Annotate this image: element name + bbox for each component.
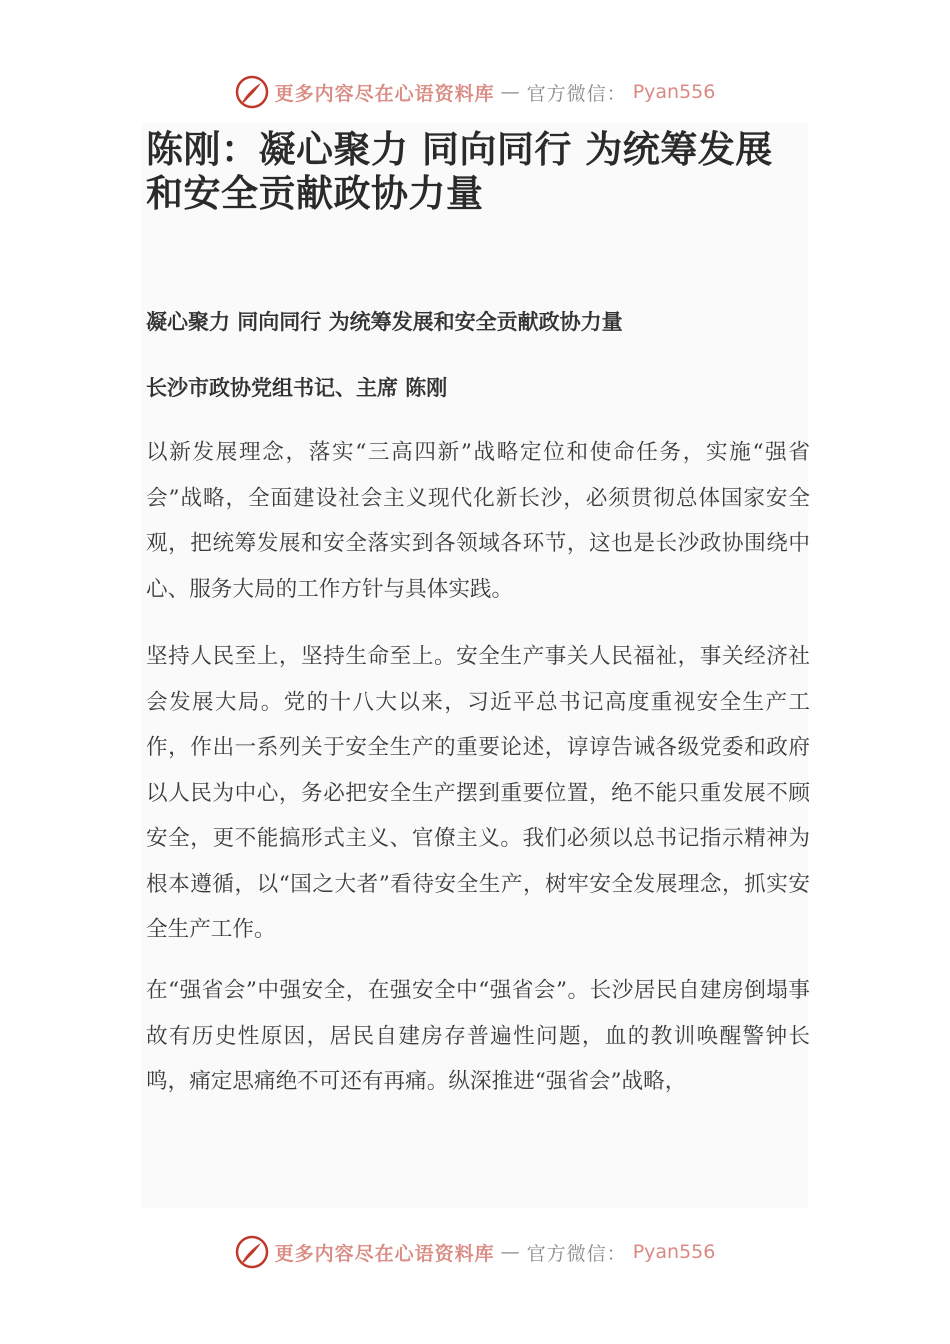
banner-main-text: 更多内容尽在心语资料库 <box>274 1242 495 1265</box>
banner-wechat-id: Pyan556 <box>632 81 716 103</box>
banner-separator: — <box>500 81 521 103</box>
banner-wechat-label: 官方微信： <box>526 1242 627 1265</box>
article-paragraph: 在“强省会”中强安全，在强安全中“强省会”。长沙居民自建房倒塌事故有历史性原因，居民自建房存普遍性问题，血的教训唤醒警钟长鸣，痛定思痛绝不可还有再痛。纵深推进“强省会”战略， <box>146 978 810 1094</box>
footer-banner <box>0 1232 950 1272</box>
quill-pen-logo-icon <box>235 1235 269 1269</box>
page-title: 陈刚：凝心聚力 同向同行 为统筹发展和安全贡献政协力量 <box>146 128 773 215</box>
banner-wechat-id: Pyan556 <box>632 1241 716 1263</box>
banner-main-text: 更多内容尽在心语资料库 <box>274 82 495 105</box>
banner-separator: — <box>500 1241 521 1263</box>
quill-pen-logo-icon <box>235 75 269 109</box>
article-subtitle: 凝心聚力 同向同行 为统筹发展和安全贡献政协力量 <box>146 310 623 334</box>
article-paragraph: 以新发展理念，落实“三高四新”战略定位和使命任务，实施“强省会”战略，全面建设社会主义现代化新长沙，必须贯彻总体国家安全观，把统筹发展和安全落实到各领域各环节，这也是长沙政协围绕中心、服务大局的工作方针与具体实践。 <box>146 440 810 602</box>
article-author: 长沙市政协党组书记、主席 陈刚 <box>146 376 448 400</box>
article-paragraph: 坚持人民至上，坚持生命至上。安全生产事关人民福祉，事关经济社会发展大局。党的十八大以来，习近平总书记高度重视安全生产工作，作出一系列关于安全生产的重要论述，谆谆告诫各级党委和政府以人民为中心，务必把安全生产摆到重要位置，绝不能只重发展不顾安全，更不能搞形式主义、官僚主义。我们必须以总书记指示精神为根本遵循，以“国之大者”看待安全生产，树牢安全发展理念，抓实安全生产工作。 <box>146 644 810 942</box>
header-banner <box>0 72 950 112</box>
banner-wechat-label: 官方微信： <box>526 82 627 105</box>
